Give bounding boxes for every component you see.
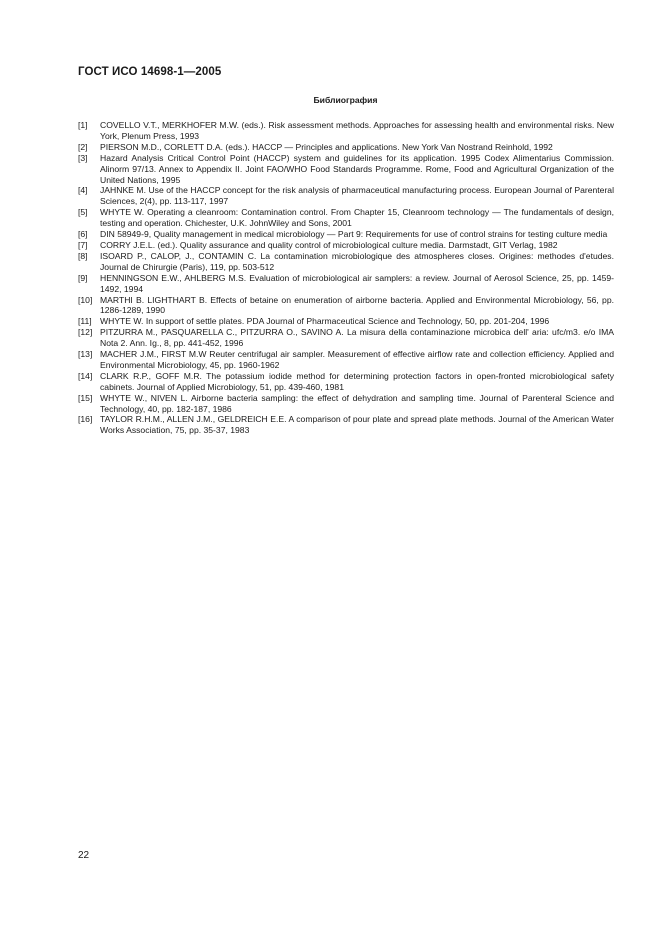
- reference-item: [78, 229, 614, 240]
- reference-text: DIN 58949-9, Quality management in medical microbiology — Part 9: Requirements for use of control strains for testing culture media: [100, 229, 608, 240]
- reference-list: [78, 120, 614, 436]
- reference-text: JAHNKE M. Use of the HACCP concept for the risk analysis of pharmaceutical manufacturing process. European Journal of Parenteral Sciences, 2(4), pp. 113-117, 1997: [100, 185, 614, 207]
- reference-item: [78, 349, 614, 371]
- reference-number: [5]: [78, 207, 88, 218]
- reference-number: [7]: [78, 239, 88, 250]
- reference-item: [78, 273, 614, 295]
- reference-text: WHYTE W., NIVEN L. Airborne bacteria sampling: the effect of dehydration and sampling time. Journal of Parenteral Science and Technology, 40, pp. 182-187, 1986: [100, 392, 614, 414]
- page-number: 22: [78, 850, 90, 861]
- reference-text: MARTHI B. LIGHTHART B. Effects of betaine on enumeration of airborne bacteria. Applied and Environmental Microbiology, 56, pp. 1286-1289, 1990: [100, 294, 614, 316]
- reference-number: [6]: [78, 229, 88, 240]
- reference-text: MACHER J.M., FIRST M.W Reuter centrifugal air sampler. Measurement of effective airflow rate and collection efficiency. Applied and Environmental Microbiology, 45, pp. 1960-1962: [100, 349, 614, 370]
- bibliography-title: Библиография: [313, 95, 378, 105]
- reference-item: [78, 327, 614, 349]
- reference-text: CLARK R.P., GOFF M.R. The potassium iodide method for determining protection factors in open-fronted microbiological safety cabinets. Journal of Applied Microbiology, 51, pp. 439-460, 1981: [100, 370, 614, 392]
- reference-item: [78, 142, 614, 153]
- reference-item: [78, 393, 614, 415]
- reference-number: [11]: [78, 316, 92, 327]
- reference-number: [4]: [78, 185, 88, 196]
- reference-number: [14]: [78, 370, 93, 381]
- document-header: ГОСТ ИСО 14698-1—2005: [78, 66, 222, 78]
- reference-text: Hazard Analysis Critical Control Point (HACCP) system and guidelines for its application. 1995 Codex Alimentarius Commission. Alinorm 97/13. Annex to Appendix II. Joint FAO/WHO Food Standards Programme. Rome, Food and Agricultural Organization of the United Nations, 1995: [100, 152, 614, 185]
- reference-number: [16]: [78, 414, 93, 425]
- reference-number: [15]: [78, 392, 93, 403]
- reference-item: [78, 120, 614, 142]
- reference-item: [78, 295, 614, 317]
- reference-item: [78, 414, 614, 436]
- reference-item: [78, 371, 614, 393]
- reference-text: PITZURRA M., PASQUARELLA C., PITZURRA O., SAVINO A. La misura della contaminazione microbica dell' aria: ufc/m3. e/o IMA Nota 2. Ann. Ig., 8, pp. 441-452, 1996: [100, 327, 614, 349]
- reference-text: CORRY J.E.L. (ed.). Quality assurance and quality control of microbiological culture media. Darmstadt, GIT Verlag, 1982: [100, 239, 558, 250]
- reference-number: [12]: [78, 327, 93, 338]
- reference-number: [9]: [78, 272, 88, 283]
- reference-number: [8]: [78, 250, 88, 261]
- reference-text: WHYTE W. In support of settle plates. PDA Journal of Pharmaceutical Science and Technology, 50, pp. 201-204, 1996: [100, 316, 550, 327]
- reference-text: PIERSON M.D., CORLETT D.A. (eds.). HACCP — Principles and applications. New York Van Nostrand Reinhold, 1992: [100, 141, 553, 152]
- reference-number: [2]: [78, 141, 88, 152]
- reference-number: [1]: [78, 120, 88, 130]
- reference-text: HENNINGSON E.W., AHLBERG M.S. Evaluation of microbiological air samplers: a review. Journal of Aerosol Science, 25, pp. 1459-1492, 1994: [100, 272, 614, 294]
- reference-item: [78, 153, 614, 186]
- reference-number: [3]: [78, 152, 88, 163]
- reference-item: [78, 240, 614, 251]
- reference-number: [10]: [78, 294, 93, 305]
- reference-text: TAYLOR R.H.M., ALLEN J.M., GELDREICH E.E. A comparison of pour plate and spread plate methods. Journal of the American Water Works Association, 75, pp. 35-37, 1983: [100, 414, 614, 436]
- reference-number: [13]: [78, 349, 93, 360]
- reference-item: [78, 251, 614, 273]
- reference-text: COVELLO V.T., MERKHOFER M.W. (eds.). Risk assessment methods. Approaches for assessing health and environmental risks. New York, Plenum Press, 1993: [100, 120, 614, 141]
- reference-item: [78, 207, 614, 229]
- reference-item: [78, 185, 614, 207]
- reference-text: WHYTE W. Operating a cleanroom: Contamination control. From Chapter 15, Cleanroom technology — The fundamentals of design, testing and operation. Chichester, U.K. JohnWiley and Sons, 2001: [100, 207, 614, 229]
- reference-text: ISOARD P., CALOP, J., CONTAMIN C. La contamination microbiologique des atmospheres closes. Origines: methodes d'etudes. Journal de Chirurgie (Paris), 119, pp. 503-512: [100, 250, 614, 272]
- reference-item: [78, 316, 614, 327]
